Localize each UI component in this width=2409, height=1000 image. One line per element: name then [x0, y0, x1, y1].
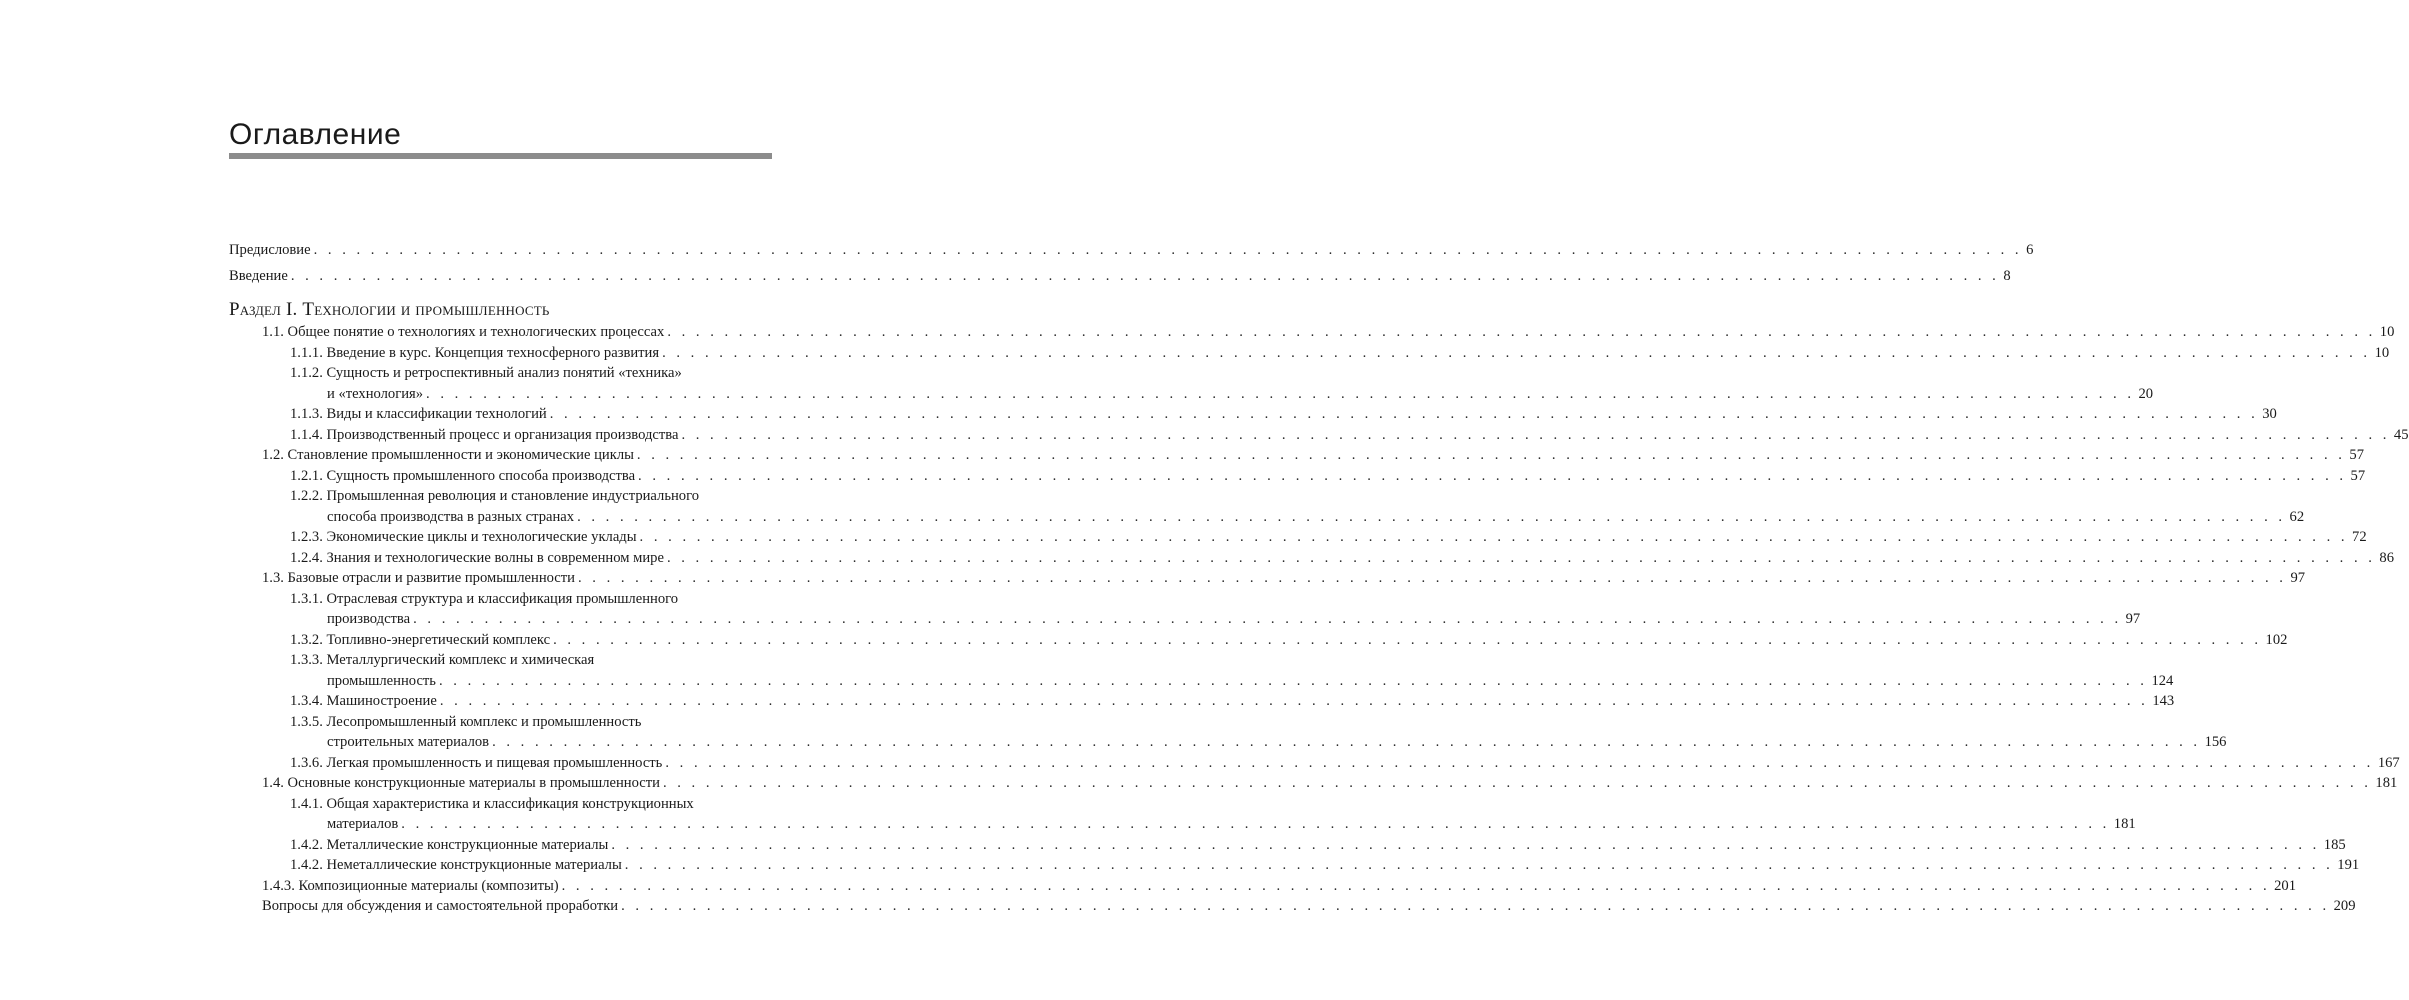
toc-entry[interactable]	[229, 753, 2400, 774]
toc-entry[interactable]	[229, 896, 2356, 917]
toc-entry-page-number: 185	[2323, 836, 2346, 853]
dot-leader: . . . . . . . . . . . . . . . . . . . . . . . . . . . . . . . . . . . . . . . . . . . . . . . . . . . . . . . . . . . . . . . . . . . . . . . . . . . . . . . . . . . . . . . . . . . . . . . . . . . . . . . . . . . . . . . . . . . . . . . .	[577, 570, 2287, 586]
toc-entry-page-number: 181	[2375, 775, 2398, 791]
toc-entry-label: 1.1.1. Введение в курс. Концепция техносферного развития	[290, 344, 660, 361]
toc-entry[interactable]	[229, 445, 2364, 466]
toc-entry-label: 1.4.1. Общая характеристика и классификация конструкционных	[290, 795, 694, 812]
toc-entry-page-number: 62	[2289, 508, 2305, 525]
toc-entry[interactable]	[229, 835, 2346, 856]
toc-entry-label: производства	[327, 611, 411, 627]
toc-entry-label: 1.4.2. Неметаллические конструкционные материалы	[290, 857, 622, 873]
toc-entry[interactable]	[229, 425, 2409, 446]
toc-entry-label: 1.1.2. Сущность и ретроспективный анализ понятий «техника»	[290, 365, 682, 381]
toc-entry[interactable]	[229, 691, 2175, 712]
toc-entry-page-number: 72	[2352, 529, 2367, 545]
toc-entry-label: 1.3.2. Топливно-энергетический комплекс	[290, 631, 551, 648]
toc-entry[interactable]	[229, 240, 2034, 261]
dot-leader: . . . . . . . . . . . . . . . . . . . . . . . . . . . . . . . . . . . . . . . . . . . . . . . . . . . . . . . . . . . . . . . . . . . . . . . . . . . . . . . . . . . . . . . . . . . . . . . . . . . . . . . . . . . . . . . . . . . . . . . .	[636, 447, 2346, 463]
dot-leader: . . . . . . . . . . . . . . . . . . . . . . . . . . . . . . . . . . . . . . . . . . . . . . . . . . . . . . . . . . . . . . . . . . . . . . . . . . . . . . . . . . . . . . . . . . . . . . . . . . . . . . . . . . . . . . . . . . . . . . . .	[667, 324, 2376, 340]
dot-leader: . . . . . . . . . . . . . . . . . . . . . . . . . . . . . . . . . . . . . . . . . . . . . . . . . . . . . . . . . . . . . . . . . . . . . . . . . . . . . . . . . . . . . . . . . . . . . . . . . . . . . . . . . . . . . . . . . . . . . . . .	[577, 508, 2286, 525]
toc-entry-page-number: 201	[2274, 877, 2296, 894]
dot-leader: . . . . . . . . . . . . . . . . . . . . . . . . . . . . . . . . . . . . . . . . . . . . . . . . . . . . . . . . . . . . . . . . . . . . . . . . . . . . . . . . . . . . . . . . . . . . . . . . . . . . . . . . . . . . . . . . . . . . . . . .	[621, 898, 2330, 914]
dot-leader: . . . . . . . . . . . . . . . . . . . . . . . . . . . . . . . . . . . . . . . . . . . . . . . . . . . . . . . . . . . . . . . . . . . . . . . . . . . . . . . . . . . . . . . . . . . . . . . . . . . . . . . . . . . . . . . . . . . . . . . .	[401, 816, 2110, 832]
toc-entry-label: 1.1. Общее понятие о технологиях и технологических процессах	[262, 324, 665, 340]
toc-entry[interactable]	[229, 343, 2390, 364]
toc-entry-page-number: 209	[2333, 898, 2356, 914]
toc-entry-page-number: 167	[2377, 754, 2400, 771]
dot-leader: . . . . . . . . . . . . . . . . . . . . . . . . . . . . . . . . . . . . . . . . . . . . . . . . . . . . . . . . . . . . . . . . . . . . . . . . . . . . . . . . . . . . . . . . . . . . . . . . . . . . . . . . . . . . . . . . . . . . . . . .	[439, 693, 2149, 709]
toc-entry[interactable]	[229, 527, 2367, 548]
toc-entry-page-number: 86	[2379, 549, 2395, 566]
toc-entry[interactable]	[229, 384, 2154, 405]
dot-leader: . . . . . . . . . . . . . . . . . . . . . . . . . . . . . . . . . . . . . . . . . . . . . . . . . . . . . . . . . . . . . . . . . . . . . . . . . . . . . . . . . . . . . . . . . . . . . . . . . . . . . . . . . . . . . . . . . . . . . . . .	[662, 344, 2371, 361]
toc-entry-label: 1.2.2. Промышленная революция и становление индустриального	[290, 488, 700, 504]
toc-entry[interactable]	[229, 363, 772, 384]
toc-entry[interactable]	[229, 609, 2141, 630]
toc-entry-page-number: 8	[2003, 267, 2011, 284]
toc-entry[interactable]	[229, 876, 2296, 897]
toc-entry[interactable]	[229, 568, 2306, 589]
toc-entry-page-number: 181	[2113, 816, 2136, 832]
toc-entry-page-number: 97	[2290, 570, 2306, 586]
toc-entry-label: строительных материалов	[327, 734, 490, 750]
toc-entry[interactable]	[229, 548, 2395, 569]
dot-leader: . . . . . . . . . . . . . . . . . . . . . . . . . . . . . . . . . . . . . . . . . . . . . . . . . . . . . . . . . . . . . . . . . . . . . . . . . . . . . . . . . . . . . . . . . . . . . . . . . . . . . . . . . . . . . . . . . . . . . . . .	[413, 611, 2122, 627]
toc-entry-page-number: 57	[2350, 467, 2366, 484]
toc-entry-label: 1.3.5. Лесопромышленный комплекс и промышленность	[290, 713, 642, 730]
toc-entry[interactable]	[229, 712, 772, 733]
toc-entry[interactable]	[229, 671, 2174, 692]
title-rule	[229, 153, 772, 159]
dot-leader: . . . . . . . . . . . . . . . . . . . . . . . . . . . . . . . . . . . . . . . . . . . . . . . . . . . . . . . . . . . . . . . . . . . . . . . . . . . . . . . . . . . . . . . . . . . . . . . . . . . . . . . . . . . . . . . . . . . . . . . .	[561, 877, 2271, 894]
toc-entry-label: 1.3. Базовые отрасли и развитие промышленности	[262, 570, 575, 586]
toc-entry[interactable]	[229, 589, 772, 610]
dot-leader: . . . . . . . . . . . . . . . . . . . . . . . . . . . . . . . . . . . . . . . . . . . . . . . . . . . . . . . . . . . . . . . . . . . . . . . . . . . . . . . . . . . . . . . . . . . . . . . . . . . . . . . . . . . . . . . . . . . . . . . .	[624, 857, 2334, 873]
toc-entry-label: 1.4.3. Композиционные материалы (композиты)	[262, 877, 559, 894]
toc-entry-label: 1.2.4. Знания и технологические волны в современном мире	[290, 549, 664, 566]
toc-entry[interactable]	[229, 814, 2136, 835]
toc-entry[interactable]	[229, 466, 2366, 487]
toc-entry-label: промышленность	[327, 672, 436, 689]
toc-entry-page-number: 57	[2349, 447, 2364, 463]
toc-entry[interactable]	[229, 486, 772, 507]
dot-leader: . . . . . . . . . . . . . . . . . . . . . . . . . . . . . . . . . . . . . . . . . . . . . . . . . . . . . . . . . . . . . . . . . . . . . . . . . . . . . . . . . . . . . . . . . . . . . . . . . . . . . . . . . . . . . . . . . . . . . . . .	[611, 836, 2320, 853]
toc-entry[interactable]	[229, 322, 2395, 343]
dot-leader: . . . . . . . . . . . . . . . . . . . . . . . . . . . . . . . . . . . . . . . . . . . . . . . . . . . . . . . . . . . . . . . . . . . . . . . . . . . . . . . . . . . . . . . . . . . . . . . . . . . . . . . . . . . . . . . . . . . . . . . .	[290, 267, 2000, 284]
toc-entry[interactable]	[229, 507, 2305, 528]
page-title: Оглавление	[229, 118, 402, 151]
toc-entry-label: 1.1.3. Виды и классификации технологий	[290, 406, 547, 422]
toc-entry[interactable]	[229, 266, 2011, 287]
toc-entry-page-number: 45	[2393, 426, 2409, 443]
toc-entry-page-number: 97	[2125, 611, 2141, 627]
dot-leader: . . . . . . . . . . . . . . . . . . . . . . . . . . . . . . . . . . . . . . . . . . . . . . . . . . . . . . . . . . . . . . . . . . . . . . . . . . . . . . . . . . . . . . . . . . . . . . . . . . . . . . . . . . . . . . . . . . . . . . . .	[426, 385, 2135, 402]
toc-entry-page-number: 10	[2379, 324, 2395, 340]
toc-entry-label: 1.2.3. Экономические циклы и технологические уклады	[290, 529, 637, 545]
toc-entry-label: и «технология»	[327, 385, 424, 402]
toc-entry-page-number: 30	[2262, 406, 2277, 422]
dot-leader: . . . . . . . . . . . . . . . . . . . . . . . . . . . . . . . . . . . . . . . . . . . . . . . . . . . . . . . . . . . . . . . . . . . . . . . . . . . . . . . . . . . . . . . . . . . . . . . . . . . . . . . . . . . . . . . . . . . . . . . .	[662, 775, 2372, 791]
toc-entry-label: 1.3.1. Отраслевая структура и классификация промышленного	[290, 590, 679, 607]
toc-entry-label: 1.3.6. Легкая промышленность и пищевая промышленность	[290, 754, 663, 771]
toc-entry-page-number: 124	[2151, 672, 2174, 689]
dot-leader: . . . . . . . . . . . . . . . . . . . . . . . . . . . . . . . . . . . . . . . . . . . . . . . . . . . . . . . . . . . . . . . . . . . . . . . . . . . . . . . . . . . . . . . . . . . . . . . . . . . . . . . . . . . . . . . . . . . . . . . .	[313, 242, 2023, 258]
dot-leader: . . . . . . . . . . . . . . . . . . . . . . . . . . . . . . . . . . . . . . . . . . . . . . . . . . . . . . . . . . . . . . . . . . . . . . . . . . . . . . . . . . . . . . . . . . . . . . . . . . . . . . . . . . . . . . . . . . . . . . . .	[553, 631, 2262, 648]
table-of-contents	[229, 240, 2409, 917]
toc-entry-page-number: 156	[2204, 734, 2227, 750]
dot-leader: . . . . . . . . . . . . . . . . . . . . . . . . . . . . . . . . . . . . . . . . . . . . . . . . . . . . . . . . . . . . . . . . . . . . . . . . . . . . . . . . . . . . . . . . . . . . . . . . . . . . . . . . . . . . . . . . . . . . . . . .	[666, 549, 2376, 566]
toc-entry-label: 1.2.1. Сущность промышленного способа производства	[290, 467, 636, 484]
toc-entry-page-number: 6	[2026, 242, 2034, 258]
toc-entry[interactable]	[229, 794, 772, 815]
toc-entry-label: Введение	[229, 267, 288, 284]
toc-entry-label: материалов	[327, 816, 399, 832]
toc-entry[interactable]	[229, 773, 2398, 794]
dot-leader: . . . . . . . . . . . . . . . . . . . . . . . . . . . . . . . . . . . . . . . . . . . . . . . . . . . . . . . . . . . . . . . . . . . . . . . . . . . . . . . . . . . . . . . . . . . . . . . . . . . . . . . . . . . . . . . . . . . . . . . .	[549, 406, 2259, 422]
dot-leader: . . . . . . . . . . . . . . . . . . . . . . . . . . . . . . . . . . . . . . . . . . . . . . . . . . . . . . . . . . . . . . . . . . . . . . . . . . . . . . . . . . . . . . . . . . . . . . . . . . . . . . . . . . . . . . . . . . . . . . . .	[639, 529, 2349, 545]
toc-entry-label: Предисловие	[229, 242, 311, 258]
toc-entry[interactable]	[229, 855, 2360, 876]
toc-entry[interactable]	[229, 650, 772, 671]
front-matter-list	[229, 240, 2034, 286]
section-entry-list	[229, 322, 2409, 917]
dot-leader: . . . . . . . . . . . . . . . . . . . . . . . . . . . . . . . . . . . . . . . . . . . . . . . . . . . . . . . . . . . . . . . . . . . . . . . . . . . . . . . . . . . . . . . . . . . . . . . . . . . . . . . . . . . . . . . . . . . . . . . .	[492, 734, 2201, 750]
toc-entry-page-number: 102	[2265, 631, 2288, 648]
toc-entry-label: способа производства в разных странах	[327, 508, 575, 525]
toc-entry[interactable]	[229, 630, 2288, 651]
toc-entry-label: 1.3.3. Металлургический комплекс и химическая	[290, 652, 595, 668]
toc-entry[interactable]	[229, 404, 2277, 425]
dot-leader: . . . . . . . . . . . . . . . . . . . . . . . . . . . . . . . . . . . . . . . . . . . . . . . . . . . . . . . . . . . . . . . . . . . . . . . . . . . . . . . . . . . . . . . . . . . . . . . . . . . . . . . . . . . . . . . . . . . . . . . .	[665, 754, 2374, 771]
toc-entry-label: 1.2. Становление промышленности и экономические циклы	[262, 447, 634, 463]
section-heading: Раздел I. Технологии и промышленность	[229, 299, 550, 320]
toc-entry-label: 1.1.4. Производственный процесс и организация производства	[290, 426, 679, 443]
toc-entry-page-number: 143	[2152, 693, 2175, 709]
toc-entry-label: 1.3.4. Машиностроение	[290, 693, 437, 709]
toc-entry-label: 1.4.2. Металлические конструкционные материалы	[290, 836, 609, 853]
toc-entry-page-number: 10	[2374, 344, 2390, 361]
toc-entry-label: Вопросы для обсуждения и самостоятельной проработки	[262, 898, 619, 914]
toc-entry-page-number: 20	[2138, 385, 2154, 402]
dot-leader: . . . . . . . . . . . . . . . . . . . . . . . . . . . . . . . . . . . . . . . . . . . . . . . . . . . . . . . . . . . . . . . . . . . . . . . . . . . . . . . . . . . . . . . . . . . . . . . . . . . . . . . . . . . . . . . . . . . . . . . .	[438, 672, 2148, 689]
toc-entry-label: 1.4. Основные конструкционные материалы в промышленности	[262, 775, 660, 791]
dot-leader: . . . . . . . . . . . . . . . . . . . . . . . . . . . . . . . . . . . . . . . . . . . . . . . . . . . . . . . . . . . . . . . . . . . . . . . . . . . . . . . . . . . . . . . . . . . . . . . . . . . . . . . . . . . . . . . . . . . . . . . .	[681, 426, 2390, 443]
toc-entry[interactable]	[229, 732, 2227, 753]
dot-leader: . . . . . . . . . . . . . . . . . . . . . . . . . . . . . . . . . . . . . . . . . . . . . . . . . . . . . . . . . . . . . . . . . . . . . . . . . . . . . . . . . . . . . . . . . . . . . . . . . . . . . . . . . . . . . . . . . . . . . . . .	[638, 467, 2347, 484]
toc-entry-page-number: 191	[2337, 857, 2360, 873]
